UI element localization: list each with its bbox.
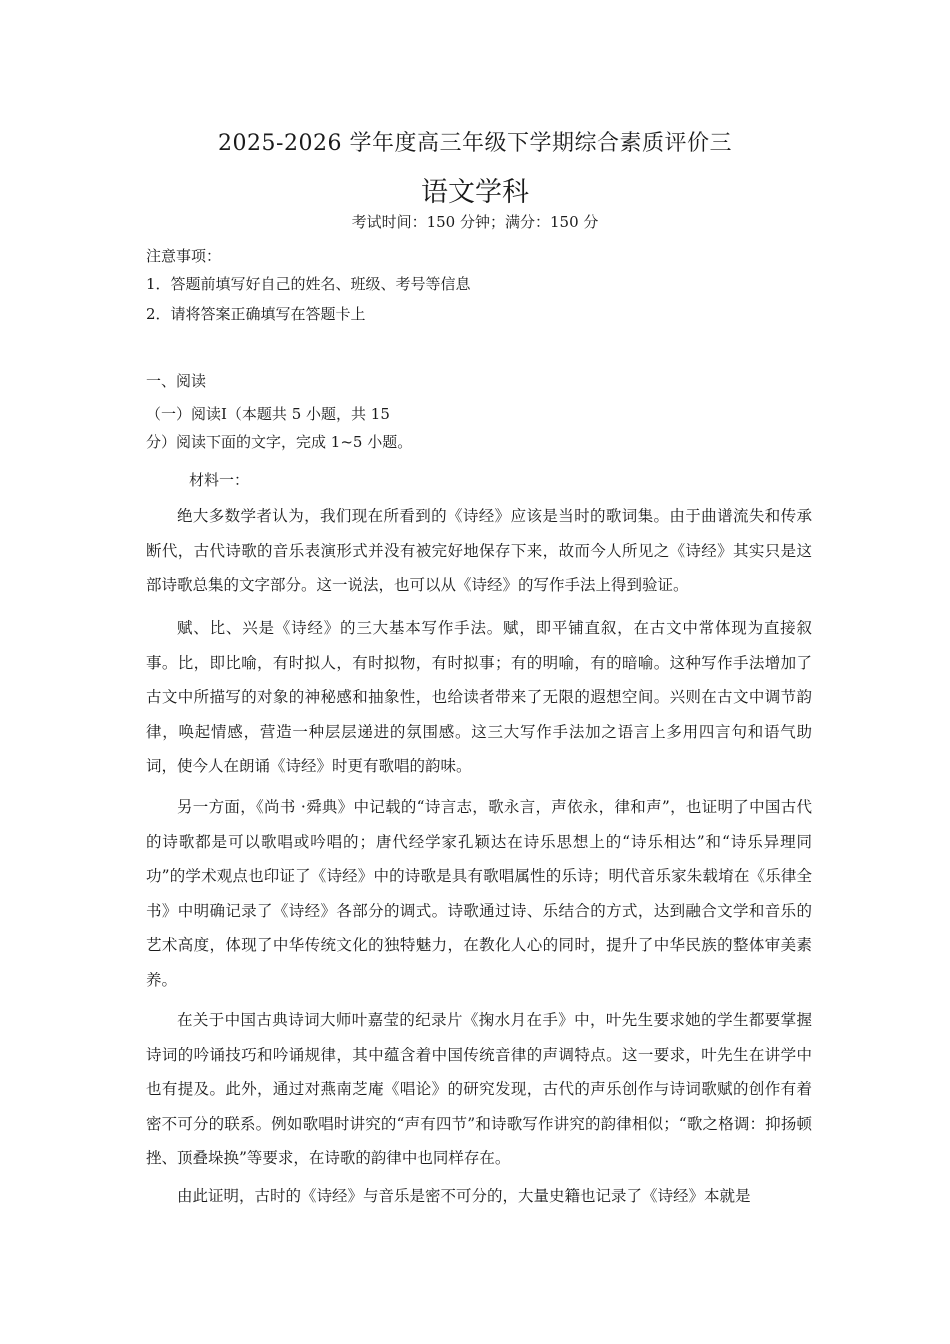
note-item: 1．答题前填写好自己的姓名、班级、考号等信息 bbox=[146, 275, 471, 293]
body-paragraph: 在关于中国古典诗词大师叶嘉莹的纪录片《掬水月在手》中，叶先生要求她的学生都要掌握诗词的吟诵技巧和吟诵规律，其中蕴含着中国传统音律的声调特点。这一要求，叶先生在讲学中也有提及。此外，通过对燕南芝庵《唱论》的研究发现，古代的声乐创作与诗词歌赋的创作有着密不可分的联系。例如歌唱时讲究的“声有四节”和诗歌写作讲究的韵律相似；“歌之格调：抑扬顿挫、顶叠垛换”等要求，在诗歌的韵律中也同样存在。 bbox=[146, 1011, 812, 1167]
body-paragraph: 另一方面，《尚书 ·舜典》中记载的“诗言志，歌永言，声依永，律和声”，也证明了中国古代的诗歌都是可以歌唱或吟唱的；唐代经学家孔颖达在诗乐思想上的“诗乐相达”和“诗乐异理同功”的学术观点也印证了《诗经》中的诗歌是具有歌唱属性的乐诗；明代音乐家朱载堉在《乐律全书》中明确记录了《诗经》各部分的调式。诗歌通过诗、乐结合的方式，达到融合文学和音乐的艺术高度，体现了中华传统文化的独特魅力，在教化人心的同时，提升了中华民族的整体审美素养。 bbox=[146, 798, 812, 989]
material-label: 材料一： bbox=[189, 471, 250, 489]
subject-title: 语文学科 bbox=[421, 177, 529, 208]
subsection-heading: （一）阅读Ⅰ（本题共 5 小题，共 15 bbox=[146, 405, 390, 423]
section-heading: 一、阅读 bbox=[146, 372, 207, 390]
body-paragraph: 由此证明，古时的《诗经》与音乐是密不可分的，大量史籍也记录了《诗经》本就是 bbox=[177, 1187, 751, 1205]
note-item: 2．请将答案正确填写在答题卡上 bbox=[146, 305, 366, 323]
exam-info: 考试时间：150 分钟；满分：150 分 bbox=[351, 213, 599, 231]
body-paragraph: 绝大多数学者认为，我们现在所看到的《诗经》应该是当时的歌词集。由于曲谱流失和传承断代，古代诗歌的音乐表演形式并没有被完好地保存下来，故而今人所见之《诗经》其实只是这部诗歌总集的文字部分。这一说法，也可以从《诗经》的写作手法上得到验证。 bbox=[146, 507, 812, 594]
body-paragraph: 赋、比、兴是《诗经》的三大基本写作手法。赋，即平铺直叙，在古文中常体现为直接叙事。比，即比喻，有时拟人，有时拟物，有时拟事；有的明喻，有的暗喻。这种写作手法增加了古文中所描写的对象的神秘感和抽象性，也给读者带来了无限的遐想空间。兴则在古文中调节韵律，唤起情感，营造一种层层递进的氛围感。这三大写作手法加之语言上多用四言句和语气助词，使今人在朗诵《诗经》时更有歌唱的韵味。 bbox=[146, 619, 812, 775]
exam-title: 2025-2026 学年度高三年级下学期综合素质评价三 bbox=[218, 131, 732, 156]
notes-heading: 注意事项： bbox=[146, 247, 222, 265]
subsection-instructions: 分）阅读下面的文字，完成 1~5 小题。 bbox=[146, 433, 413, 451]
